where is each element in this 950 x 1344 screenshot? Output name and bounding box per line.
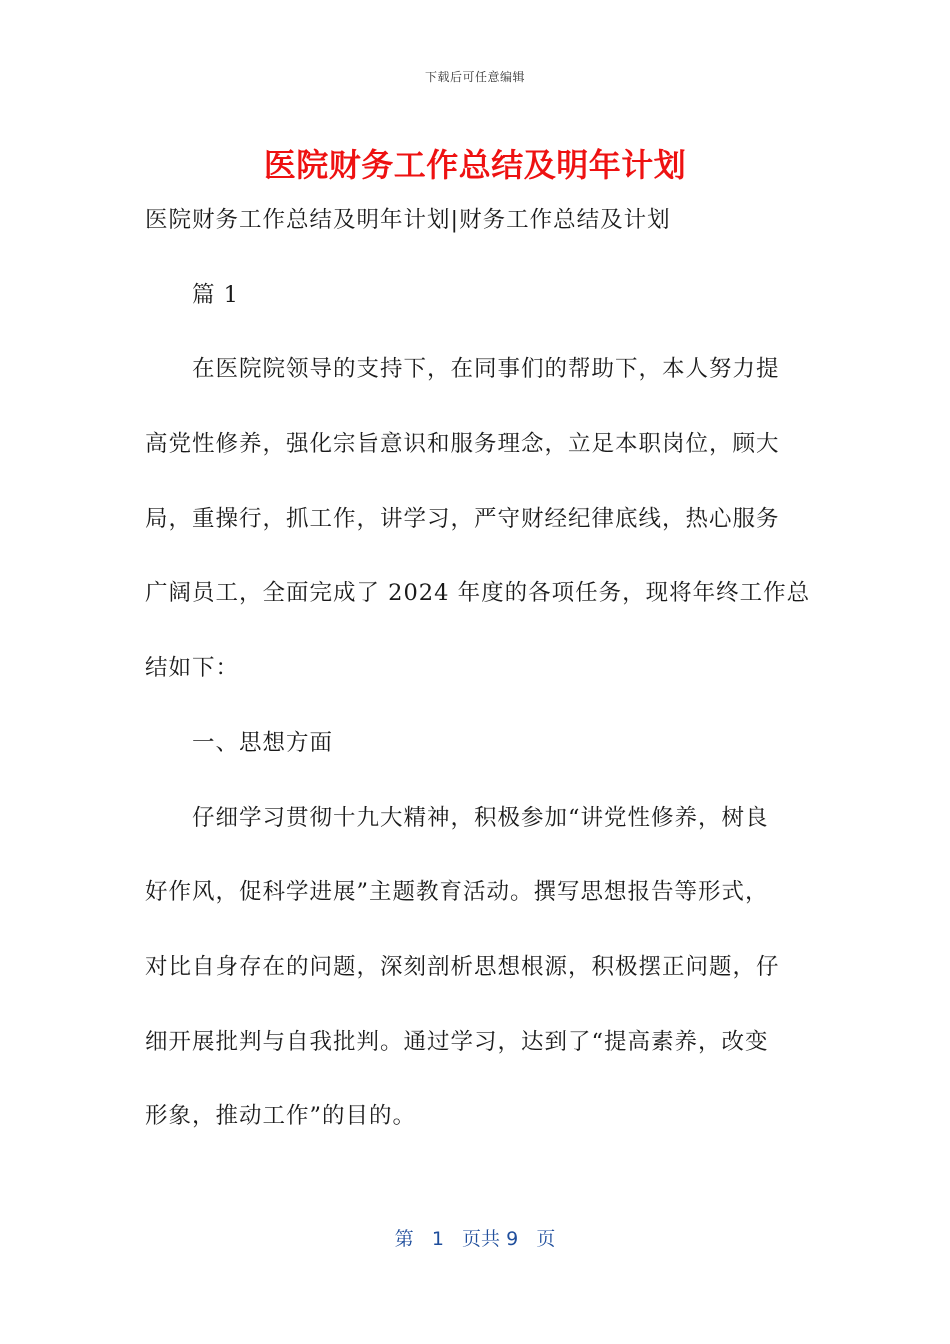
document-body	[145, 194, 811, 1165]
header-note: 下载后可任意编辑	[424, 70, 525, 84]
paragraph-line: 结如下：	[145, 655, 240, 682]
paragraph-line: 广阔员工，全面完成了 2024 年度的各项任务，现将年终工作总	[145, 580, 811, 607]
subtitle-line: 医院财务工作总结及明年计划|财务工作总结及计划	[145, 207, 671, 233]
paragraph-line: 形象，推动工作”的目的。	[145, 1103, 417, 1130]
section-heading: 一、思想方面	[192, 729, 334, 756]
page-total: 9	[506, 1228, 519, 1250]
paragraph-line: 对比自身存在的问题，深刻剖析思想根源，积极摆正问题，仔	[145, 953, 780, 980]
paragraph-line: 细开展批判与自我批判。通过学习，达到了“提高素养，改变	[145, 1028, 769, 1055]
page-suffix: 页	[536, 1228, 556, 1250]
paragraph-line: 局，重操行，抓工作，讲学习，严守财经纪律底线，热心服务	[145, 505, 780, 532]
paragraph-line: 好作风，促科学进展”主题教育活动。撰写思想报告等形式，	[145, 879, 769, 906]
paragraph-line: 高党性修养，强化宗旨意识和服务理念，立足本职岗位，顾大	[145, 431, 780, 458]
page-prefix: 第	[394, 1228, 414, 1250]
page-current: 1	[431, 1228, 444, 1250]
page-mid: 页共	[462, 1228, 501, 1250]
document-title: 医院财务工作总结及明年计划	[263, 146, 687, 184]
page-footer	[0, 1224, 950, 1251]
section-label: 篇 1	[192, 281, 239, 308]
paragraph-line: 仔细学习贯彻十九大精神，积极参加“讲党性修养，树良	[192, 804, 769, 831]
paragraph-line: 在医院院领导的支持下，在同事们的帮助下，本人努力提	[192, 356, 780, 383]
